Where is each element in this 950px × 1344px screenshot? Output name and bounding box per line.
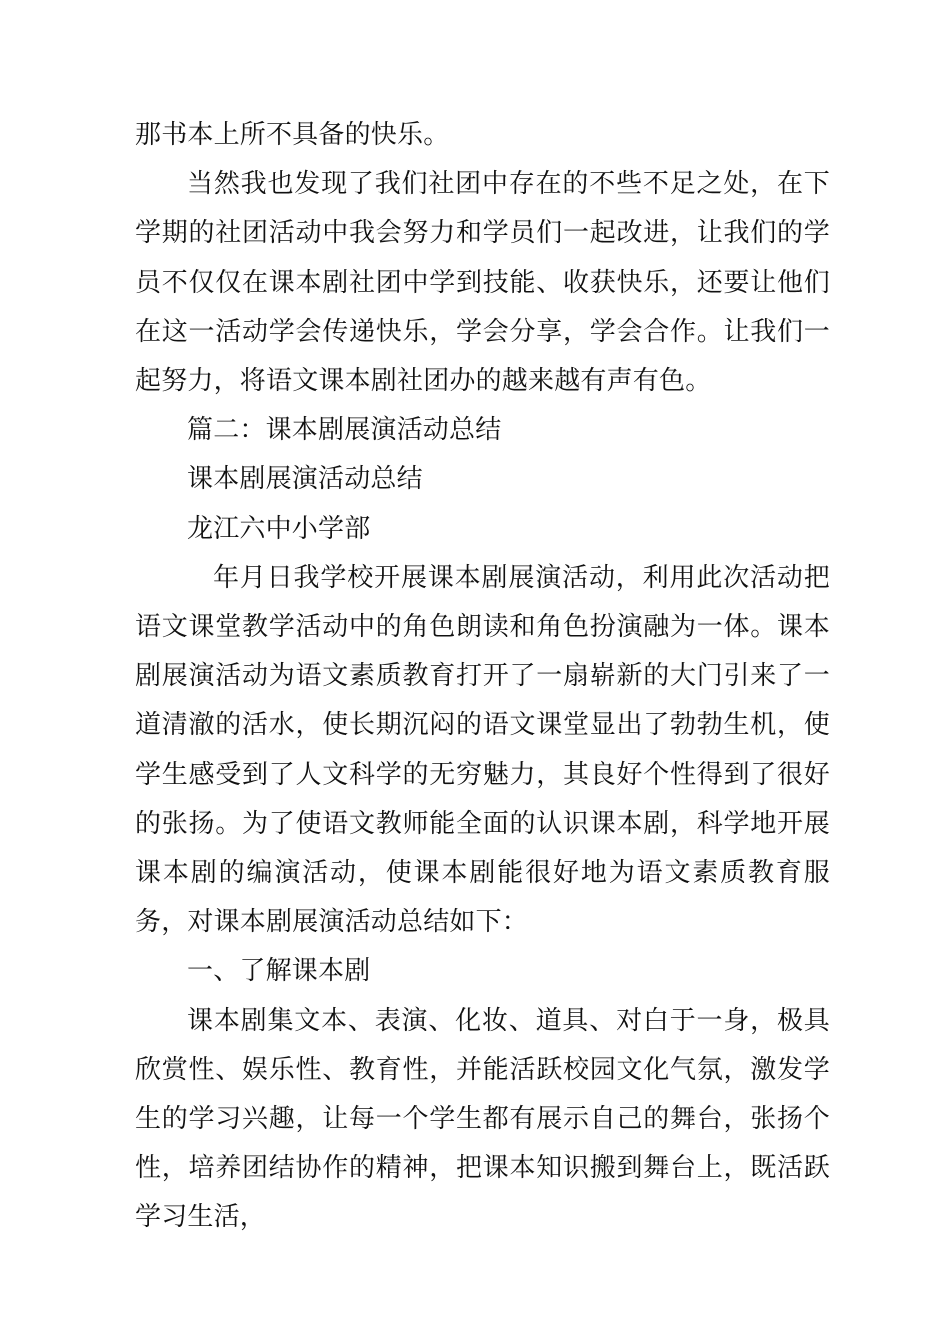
- document-body: [135, 111, 830, 1243]
- section-heading-part-two: 篇二：课本剧展演活动总结: [187, 415, 502, 446]
- paragraph-about-textbook-drama: 课本剧集文本、表演、化妆、道具、对白于一身，极具欣赏性、娱乐性、教育性，并能活跃校园文化气氛，激发学生的学习兴趣，让每一个学生都有展示自己的舞台，张扬个性，培养团结协作的精神，把课本知识搬到舞台上，既活跃学习生活，: [135, 1005, 830, 1233]
- paragraph-continuation: 那书本上所不具备的快乐。: [135, 120, 450, 150]
- paragraph-shortcomings: 当然我也发现了我们社团中存在的不些不足之处，在下学期的社团活动中我会努力和学员们一起改进，让我们的学员不仅仅在课本剧社团中学到技能、收获快乐，还要让他们在这一活动学会传递快乐，学会分享，学会合作。让我们一起努力，将语文课本剧社团办的越来越有声有色。: [135, 169, 830, 397]
- school-name: 龙江六中小学部: [187, 513, 371, 544]
- section-heading-one: 一、了解课本剧: [187, 956, 371, 987]
- document-title: 课本剧展演活动总结: [187, 464, 423, 495]
- paragraph-introduction: 年月日我学校开展课本剧展演活动，利用此次活动把语文课堂教学活动中的角色朗读和角色扮演融为一体。课本剧展演活动为语文素质教育打开了一扇崭新的大门引来了一道清澈的活水，使长期沉闷的语文课堂显出了勃勃生机，使学生感受到了人文科学的无穷魅力，其良好个性得到了很好的张扬。为了使语文教师能全面的认识课本剧，科学地开展课本剧的编演活动，使课本剧能很好地为语文素质教育服务，对课本剧展演活动总结如下：: [135, 562, 830, 938]
